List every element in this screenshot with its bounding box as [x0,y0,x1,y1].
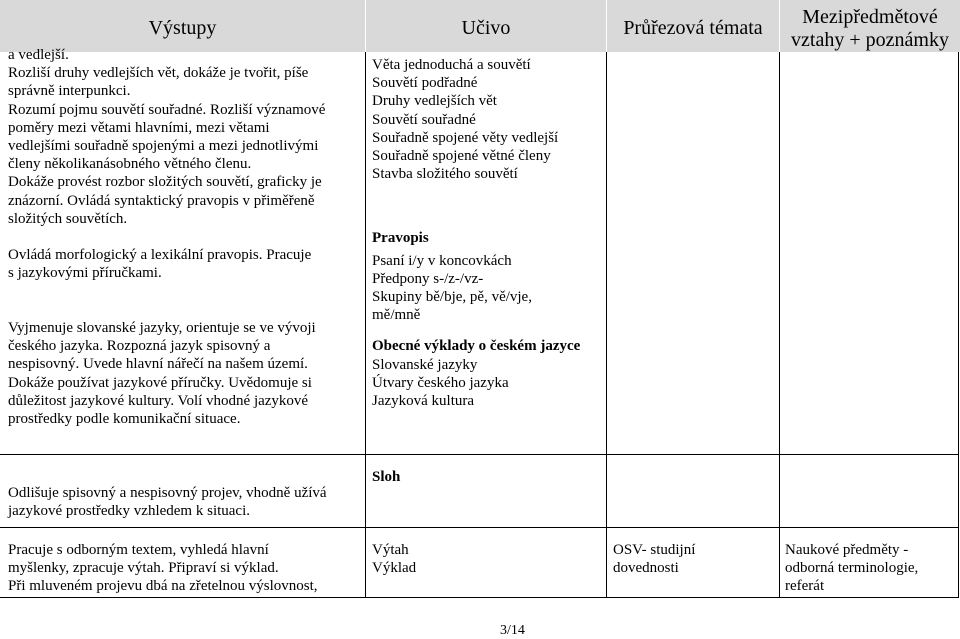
header-prurezova [607,0,779,52]
prurezova-item: dovednosti [613,560,679,577]
mezipredmetove-item: odborná terminologie, [785,560,919,577]
vystupy-line: složitých souvětích. [8,210,128,227]
row3-vystupy-cell [8,541,363,596]
row3-ucivo-cell [372,541,604,577]
ucivo-item: Souvětí podřadné [372,75,478,92]
ucivo-item: Věta jednoduchá a souvětí [372,57,531,73]
header-mezipredmetove-label-1: Mezipředmětové [802,6,938,28]
row2-vystupy-cell [8,484,363,520]
row3-mezipredmetove-cell [785,541,957,596]
vystupy-line: Dokáže provést rozbor složitých souvětí, graficky je [8,174,322,191]
pravopis-title: Pravopis [372,230,429,247]
row1-vystupy-cell [8,46,363,428]
vystupy-line: Pracuje s odborným textem, vyhledá hlavní [8,542,269,558]
vystupy-line: důležitost jazykové kultury. Volí vhodné jazykové [8,392,309,409]
row2-ucivo-cell [372,468,604,486]
mezipredmetove-item: Naukové předměty - [785,542,909,558]
vystupy-line: Odlišuje spisovný a nespisovný projev, vhodně užívá [8,485,327,501]
ucivo-item: Psaní i/y v koncovkách [372,252,512,269]
vystupy-line: Ovládá morfologický a lexikální pravopis. Pracuje [8,247,312,264]
header-ucivo-label: Učivo [461,17,511,39]
row1-ucivo-cell [372,56,604,410]
vystupy-line: a vedlejší. [8,47,69,63]
vystupy-line: Při mluveném projevu dbá na zřetelnou výslovnost, [8,578,318,595]
header-mezipredmetove [780,0,960,52]
ucivo-item: Souvětí souřadné [372,111,476,128]
header-prurezova-label: Průřezová témata [623,17,763,39]
vystupy-line: poměry mezi větami hlavními, mezi větami [8,119,270,136]
ucivo-item: Druhy vedlejších vět [372,93,497,110]
ucivo-item: Jazyková kultura [372,393,475,410]
ucivo-obecne-list [372,356,604,411]
vystupy-line: českého jazyka. Rozpozná jazyk spisovný a [8,338,271,355]
vystupy-line: prostředky podle komunikační situace. [8,411,241,428]
vystupy-line: Vyjmenuje slovanské jazyky, orientuje se ve vývoji [8,320,316,337]
header-vystupy [0,0,365,52]
sloh-title: Sloh [372,469,401,485]
vystupy-line: Rozliší druhy vedlejších vět, dokáže je tvořit, píše [8,65,309,82]
ucivo-item: Souřadně spojené věty vedlejší [372,129,559,146]
row-divider [0,454,959,455]
vystupy-line: nespisovný. Uvede hlavní nářečí na našem území. [8,356,308,373]
column-divider [365,52,366,598]
prurezova-item: OSV- studijní [613,542,696,558]
vystupy-line: vedlejšími souřadně spojenými a mezi jednotlivými [8,138,319,155]
header-vystupy-label: Výstupy [148,17,217,39]
mezipredmetove-item: referát [785,578,825,595]
ucivo-item: mě/mně [372,307,421,324]
vystupy-line: Dokáže používat jazykové příručky. Uvědomuje si [8,374,312,391]
vystupy-line: správně interpunkci. [8,83,131,100]
ucivo-item: Výklad [372,560,417,577]
ucivo-item: Útvary českého jazyka [372,374,509,391]
obecne-title: Obecné výklady o českém jazyce [372,338,581,355]
vystupy-line: s jazykovými příručkami. [8,265,162,282]
vystupy-line [8,228,363,246]
ucivo-item: Skupiny bě/bje, pě, vě/vje, [372,289,532,306]
row-divider [0,597,959,598]
ucivo-item: Souřadně spojené větné členy [372,148,551,165]
ucivo-item: Slovanské jazyky [372,356,478,373]
ucivo-item: Stavba složitého souvětí [372,166,518,183]
vystupy-line: jazykové prostředky vzhledem k situaci. [8,503,251,520]
vystupy-line: Rozumí pojmu souvětí souřadné. Rozliší významové [8,101,326,118]
vystupy-line [8,283,363,301]
ucivo-item: Předpony s-/z-/vz- [372,270,484,287]
page-number: 3/14 [500,623,525,638]
row3-prurezova-cell [613,541,777,577]
row-divider [0,527,959,528]
vystupy-line [8,301,363,319]
column-divider [779,52,780,598]
column-divider [606,52,607,598]
vystupy-line: členy několikanásobného větného členu. [8,156,252,173]
vystupy-line: myšlenky, zpracuje výtah. Připraví si výklad. [8,560,279,577]
header-mezipredmetove-label-2: vztahy + poznámky [791,29,949,51]
ucivo-item: Výtah [372,542,409,558]
header-ucivo [366,0,606,52]
column-divider [958,52,959,598]
ucivo-syntax-list [372,56,604,183]
ucivo-pravopis-list [372,252,604,325]
vystupy-line: znázorní. Ovládá syntaktický pravopis v přiměřeně [8,192,315,209]
